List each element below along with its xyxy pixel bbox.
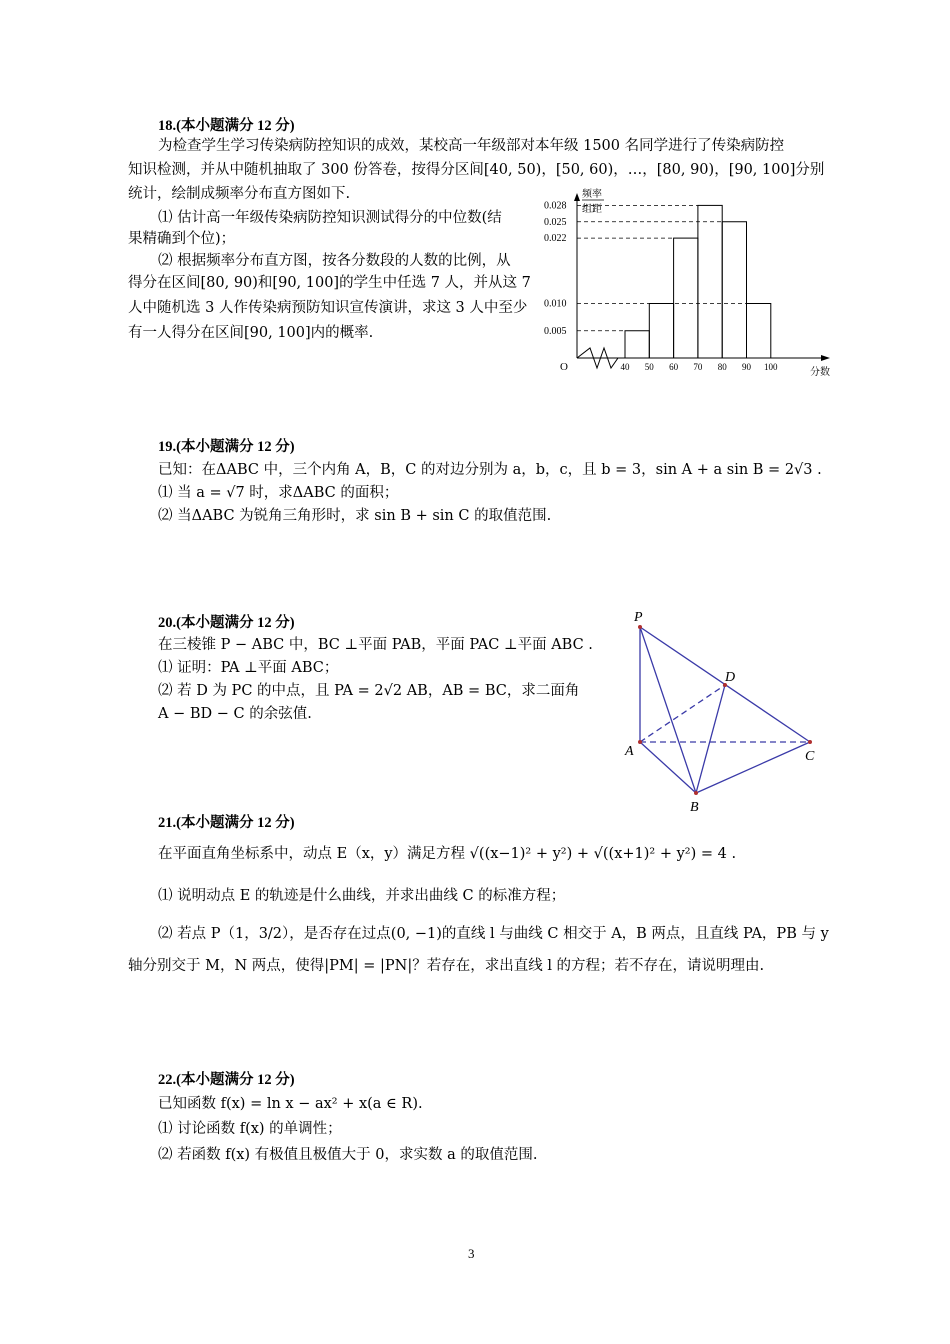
q19-header: 19.(本小题满分 12 分): [158, 439, 295, 455]
q21-line-1: 在平面直角坐标系中，动点 E（x，y）满足方程 √((x−1)² + y²) + √((x+1)² + y²) = 4 .: [158, 846, 737, 862]
q22-line-3: ⑵ 若函数 f(x) 有极值且极值大于 0，求实数 a 的取值范围.: [158, 1147, 538, 1163]
point-C: [808, 740, 812, 744]
y-tick-label: 0.025: [544, 216, 567, 228]
y-tick-label: 0.010: [544, 298, 567, 310]
q18-part1-1: ⑴ 估计高一年级传染病防控知识测试得分的中位数(结: [158, 210, 502, 226]
label-D: D: [725, 670, 736, 685]
q20-line-1: 在三棱锥 P − ABC 中，BC ⊥平面 PAB，平面 PAC ⊥平面 ABC .: [158, 637, 593, 653]
q18-header: 18.(本小题满分 12 分): [158, 118, 295, 134]
q18-part2-2: 得分在区间[80, 90)和[90, 100]的学生中任选 7 人，并从这 7: [128, 275, 531, 291]
ylabel-bottom: 组距: [582, 204, 602, 215]
q21-line-3: ⑵ 若点 P（1，3/2），是否存在过点(0, −1)的直线 l 与曲线 C 相交于 A，B 两点，且直线 PA，PB 与 y: [158, 926, 829, 942]
x-tick-label: 50: [644, 362, 654, 372]
point-P: [638, 625, 642, 629]
q22-line-2: ⑴ 讨论函数 f(x) 的单调性；: [158, 1121, 342, 1137]
q21-line-4: 轴分别交于 M，N 两点，使得|PM| = |PN|？若存在，求出直线 l 的方程；若不存在，请说明理由.: [128, 958, 765, 974]
y-axis-arrow: [574, 193, 580, 201]
q20-header: 20.(本小题满分 12 分): [158, 615, 295, 631]
q18-part2-4: 有一人得分在区间[90, 100]内的概率.: [128, 325, 374, 341]
label-B: B: [690, 800, 699, 815]
q22-header: 22.(本小题满分 12 分): [158, 1072, 295, 1088]
point-B: [694, 791, 698, 795]
q19-line-3: ⑵ 当ΔABC 为锐角三角形时，求 sin B + sin C 的取值范围.: [158, 508, 552, 524]
q18-part2-1: ⑵ 根据频率分布直方图，按各分数段的人数的比例，从: [158, 253, 511, 269]
label-A: A: [625, 744, 634, 759]
x-tick-label: 90: [742, 362, 751, 372]
histogram-bar: [722, 222, 746, 358]
x-tick-label: 40: [620, 362, 630, 372]
page-number: 3: [468, 1246, 475, 1261]
edge-BC: [696, 742, 810, 793]
q20-line-3: ⑵ 若 D 为 PC 的中点，且 PA = 2√2 AB，AB = BC，求二面角: [158, 683, 580, 699]
y-tick-label: 0.005: [544, 325, 567, 337]
q18-intro-1: 为检查学生学习传染病防控知识的成效，某校高一年级部对本年级 1500 名同学进行了传染病防控: [158, 138, 785, 154]
x-tick-label: 60: [669, 362, 679, 372]
tetrahedron-figure: [615, 605, 835, 815]
histogram-bar: [747, 304, 771, 359]
q19-line-2: ⑴ 当 a = √7 时，求ΔABC 的面积；: [158, 485, 399, 501]
y-tick-label: 0.028: [544, 200, 567, 212]
x-axis-arrow: [821, 355, 830, 361]
label-P: P: [634, 610, 643, 625]
q18-intro-2: 知识检测，并从中随机抽取了 300 份答卷，按得分区间[40, 50)，[50, 60)，…，[80, 90)，[90, 100]分别: [128, 162, 825, 178]
xlabel: 分数: [810, 367, 830, 378]
q19-line-1: 已知：在ΔABC 中，三个内角 A，B，C 的对边分别为 a，b，c，且 b = 3，sin A + a sin B = 2√3 .: [158, 462, 822, 478]
x-tick-label: 100: [764, 362, 778, 372]
frequency-histogram: [540, 185, 840, 385]
histogram-bar: [698, 205, 722, 358]
q21-header: 21.(本小题满分 12 分): [158, 815, 295, 831]
origin-label: O: [560, 361, 568, 373]
histogram-bar: [649, 304, 673, 359]
q18-intro-3: 统计，绘制成频率分布直方图如下.: [128, 186, 351, 202]
x-tick-label: 80: [717, 362, 727, 372]
q20-line-2: ⑴ 证明：PA ⊥平面 ABC；: [158, 660, 339, 676]
histogram-bar: [674, 238, 698, 358]
q18-part2-3: 人中随机选 3 人作传染病预防知识宣传演讲，求这 3 人中至少: [128, 300, 528, 316]
q22-line-1: 已知函数 f(x) = ln x − ax² + x(a ∈ R).: [158, 1096, 423, 1112]
q18-part1-2: 果精确到个位)；: [128, 231, 236, 247]
ylabel-top: 频率: [582, 189, 602, 200]
histogram-bar: [625, 331, 649, 358]
q20-line-4: A − BD − C 的余弦值.: [158, 706, 312, 722]
q21-line-2: ⑴ 说明动点 E 的轨迹是什么曲线，并求出曲线 C 的标准方程；: [158, 888, 566, 904]
y-tick-label: 0.022: [544, 233, 567, 245]
x-tick-label: 70: [693, 362, 703, 372]
label-C: C: [805, 749, 815, 764]
point-A: [638, 740, 642, 744]
